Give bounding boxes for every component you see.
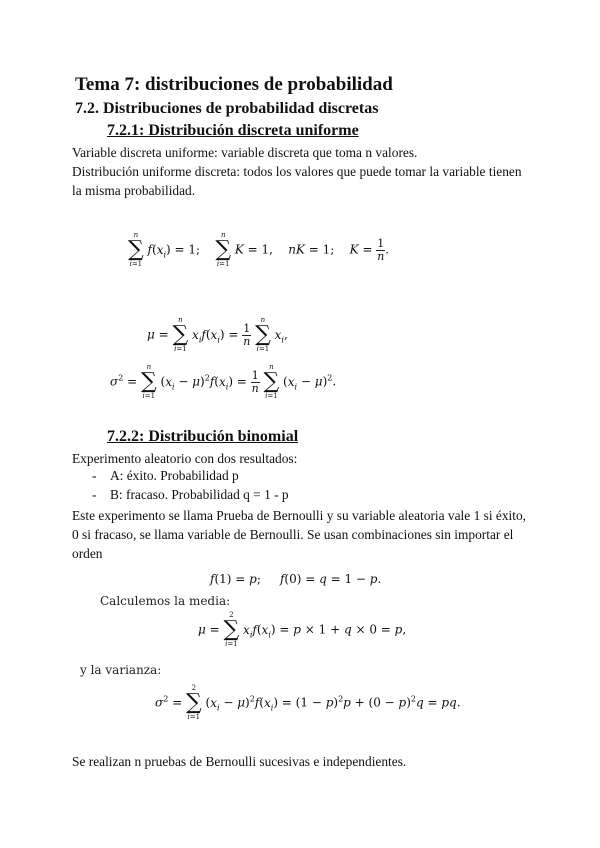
formula-bernoulli-probabilities: f(1) = p; f(0) = q = 1 − p. [210,572,382,586]
paragraph-n-trials: Se realizan n pruebas de Bernoulli sucesivas e independientes. [72,754,407,769]
list-item-text: A: éxito. Probabilidad p [110,468,239,483]
list-item: - B: fracaso. Probabilidad q = 1 - p [92,487,289,502]
formula-bernoulli-mean: μ = 2 ∑ i=1 $x_if(x_i) = p \times 1 + q \times 0 = p$, [198,611,407,648]
list-item: - A: éxito. Probabilidad p [92,468,239,483]
subsection-heading-binomial: 7.2.2: Distribución binomial [107,428,299,445]
paragraph-uniform-variable: Variable discreta uniforme: variable discreta que toma n valores. [72,145,418,160]
paragraph-uniform-distribution: Distribución uniforme discreta: todos los valores que puede tomar la variable tienen la misma probabilidad. [72,164,522,198]
formula-bernoulli-variance: $\sigma^2$ = 2 ∑ i=1 $(x_i - \mu)^2f(x_i) = (1 - p)^2p + (0 - p)^2q$ = pq. [155,684,461,721]
paragraph-experiment-intro: Experimento aleatorio con dos resultados: [72,451,298,466]
subsection-heading-uniform: 7.2.1: Distribución discreta uniforme [107,122,359,139]
formula-uniform-normalization: n ∑ i=1 $f(x_i) = 1$; n ∑ i=1 K = 1, nK = 1; K = $\frac{1}{n}$ . [128,231,390,268]
section-heading: 7.2. Distribuciones de probabilidad discretas [75,100,379,117]
formula-uniform-mean: μ = n ∑ i=1 $x_if(x_i)$ = $\frac{1}{n}$ n ∑ i=1 $x_i$, [147,316,288,353]
paragraph-bernoulli: Este experimento se llama Prueba de Bernoulli y su variable aleatoria vale 1 si éxito, 0 si fracaso, se llama variable de Bernoulli. Se usan combinaciones sin importar el orden [72,508,527,561]
list-item-text: B: fracaso. Probabilidad q = 1 - p [110,487,289,502]
label-varianza: y la varianza: [80,663,162,677]
label-media: Calculemos la media: [100,594,231,608]
formula-uniform-variance: $\sigma^2$ = n ∑ i=1 $(x_i - \mu)^2f(x_i)$ = $\frac{1}{n}$ n ∑ i=1 $(x_i - \mu)^2$. [110,363,337,400]
page-title: Tema 7: distribuciones de probabilidad [75,74,393,95]
